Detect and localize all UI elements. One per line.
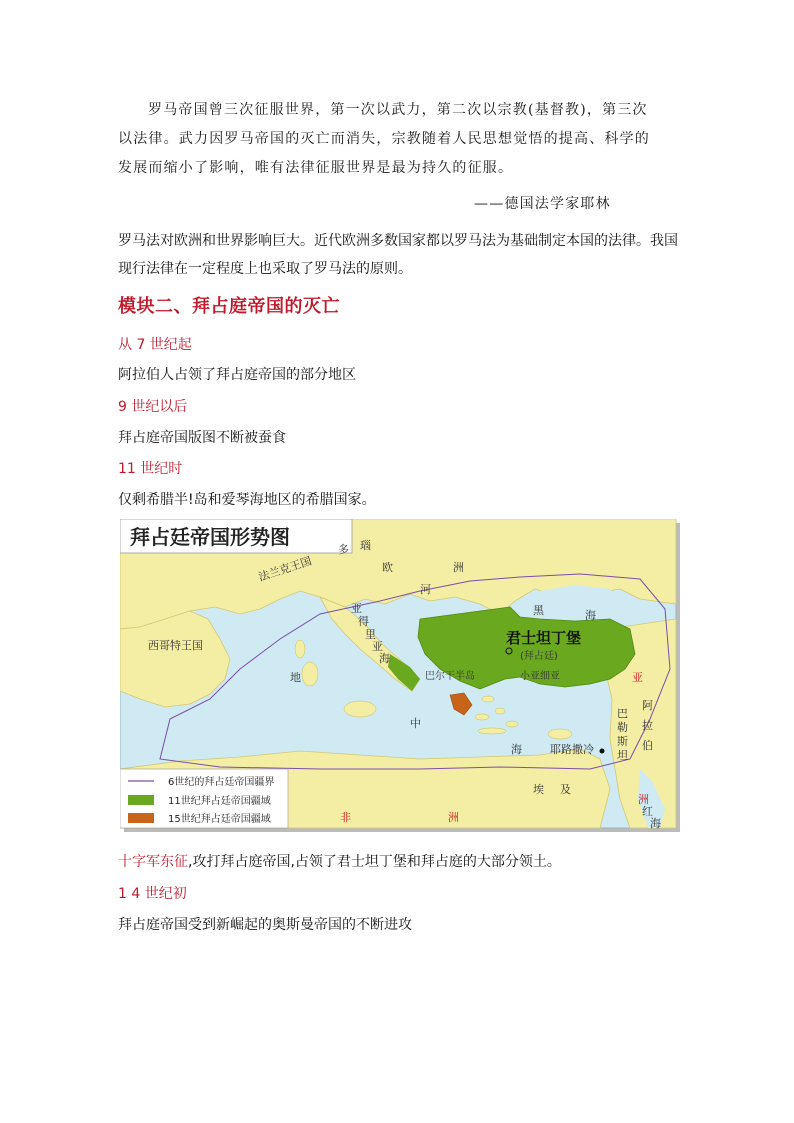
label-africa: 洲 [448,811,459,824]
quote-line: 罗马帝国曾三次征服世界，第一次以武力，第二次以宗教(基督教)，第三次 [148,102,648,118]
label-adriatic: 里 [365,628,376,641]
label-adriatic: 海 [379,652,390,665]
byzantine-map [120,519,680,832]
legend-swatch-15c [128,813,154,823]
label-palestine: 巴 [617,707,628,720]
paragraph-line: 现行法律在一定程度上也采取了罗马法的原则。 [118,261,412,277]
paragraph-line: 罗马法对欧洲和世界影响巨大。近代欧洲多数国家都以罗马法为基础制定本国的法律。我国 [118,233,678,249]
module-heading: 模块二、拜占庭帝国的灭亡 [118,296,340,317]
label-constantinople: 君士坦丁堡 [506,629,582,647]
label-danube: 河 [420,583,431,596]
label-arabia: 伯 [642,739,653,752]
label-red-sea: 海 [650,817,661,830]
timeline-text: 阿拉伯人占领了拜占庭帝国的部分地区 [118,367,356,383]
timeline-date: 11 世纪时 [118,461,183,477]
timeline-date: 从 7 世纪起 [118,337,192,353]
quote-block [118,96,678,183]
crusade-line [118,851,561,871]
timeline-date: 1 4 世纪初 [118,886,187,902]
label-balkan: 巴尔干半岛 [425,671,475,682]
timeline-text: 拜占庭帝国受到新崛起的奥斯曼帝国的不断进攻 [118,917,412,933]
label-danube: 多 [338,543,349,556]
map-svg [120,519,680,832]
label-danube: 瑙 [360,539,371,552]
legend-label-11c: 11世纪拜占廷帝国疆域 [168,796,271,807]
label-visigoths: 西哥特王国 [148,639,203,652]
crusade-rest: ,攻打拜占庭帝国,占领了君士坦丁堡和拜占庭的大部分领土。 [188,854,561,870]
label-europe: 洲 [453,561,464,574]
quote-line: 发展而缩小了影响，唯有法律征服世界是最为持久的征服。 [118,160,514,176]
label-byzantium: (拜占廷) [520,651,558,662]
legend-label-15c: 15世纪拜占廷帝国疆域 [168,814,271,825]
crusade-term: 十字军东征 [118,854,188,870]
label-palestine: 勒 [617,721,628,734]
legend-swatch-11c [128,795,154,805]
label-black-sea: 黑 [533,604,544,617]
jerusalem-marker [600,749,605,754]
label-asia: 洲 [638,793,649,806]
label-asia: 亚 [632,671,643,684]
timeline-text: 仅剩希腊半!岛和爱琴海地区的希腊国家。 [118,492,376,508]
label-arabia: 阿 [642,699,653,712]
map-title: 拜占廷帝国形势图 [130,525,290,549]
label-franks: 法兰克王国 [256,554,314,584]
label-asia-minor: 小亚细亚 [520,671,560,682]
quote-line: 以法律。武力因罗马帝国的灭亡而消失，宗教随着人民思想觉悟的提高、科学的 [118,131,650,147]
label-red-sea: 红 [642,805,653,818]
label-adriatic: 亚 [351,602,362,615]
label-egypt: 及 [560,783,571,796]
quote-attribution: ——德国法学家耶林 [474,196,611,212]
label-arabia: 拉 [642,719,653,732]
label-adriatic: 亚 [372,640,383,653]
label-africa: 非 [340,811,351,824]
label-med: 中 [410,717,421,730]
label-med: 海 [511,743,522,756]
label-adriatic: 得 [358,615,369,628]
label-med: 地 [290,671,301,684]
label-palestine: 坦 [617,749,628,762]
legend-label-6c: 6世纪的拜占廷帝国疆界 [168,777,275,788]
label-europe: 欧 [382,561,393,574]
label-egypt: 埃 [533,783,544,796]
label-palestine: 斯 [617,735,628,748]
timeline-date: 9 世纪以后 [118,399,188,415]
timeline-text: 拜占庭帝国版图不断被蚕食 [118,430,286,446]
label-black-sea: 海 [585,609,596,622]
label-jerusalem: 耶路撒冷 [550,743,594,756]
